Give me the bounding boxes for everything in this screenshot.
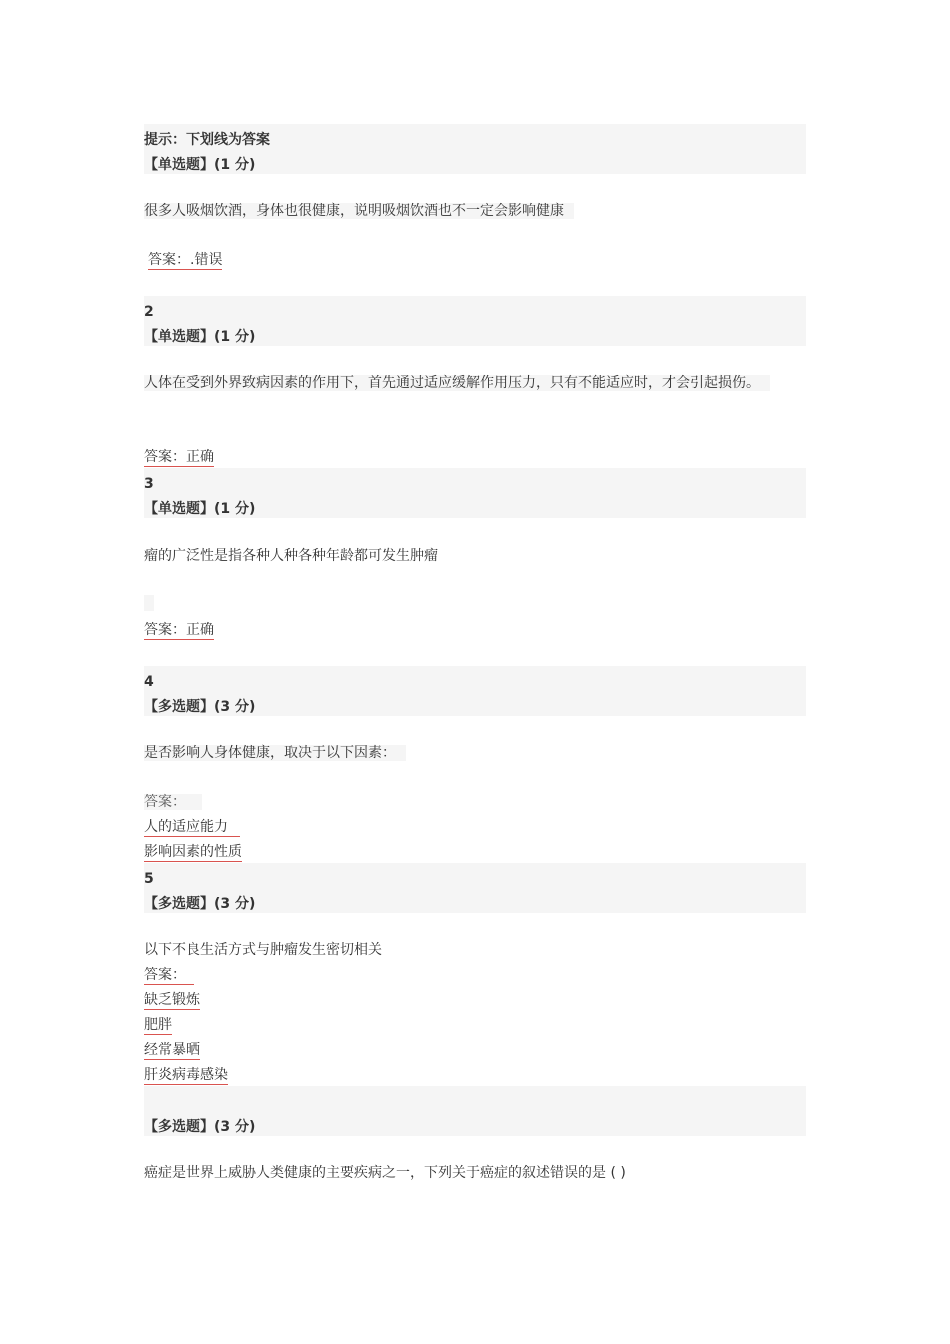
question-6-header [144, 1086, 806, 1136]
question-3-answer: 答案：正确 [144, 622, 214, 638]
question-5-header [144, 863, 806, 913]
question-3-text: 瘤的广泛性是指各种人种各种年龄都可发生肿瘤 [144, 548, 438, 564]
question-5-answer-2: 肥胖 [144, 1017, 172, 1033]
question-2-type: 【单选题】(1 分) [144, 329, 256, 345]
question-6-number [144, 1090, 806, 1115]
question-1-answer: 答案：.错误 [148, 252, 223, 268]
question-3-number: 3 [144, 476, 154, 492]
question-2-text: 人体在受到外界致病因素的作用下，首先通过适应缓解作用压力，只有不能适应时，才会引起损伤。 [144, 373, 770, 393]
question-2-answer: 答案：正确 [144, 449, 214, 465]
blank-placeholder [144, 595, 154, 611]
question-2-number: 2 [144, 304, 154, 320]
question-4-answer-label: 答案： [144, 792, 202, 812]
question-6-text: 癌症是世界上威胁人类健康的主要疾病之一，下列关于癌症的叙述错误的是 ( ) [144, 1165, 626, 1181]
question-4-type: 【多选题】(3 分) [144, 699, 256, 715]
question-1-type: 【单选题】(1 分) [144, 157, 256, 173]
question-4-answer-2: 影响因素的性质 [144, 844, 242, 860]
question-4-text: 是否影响人身体健康，取决于以下因素： [144, 743, 406, 763]
question-4-header [144, 666, 806, 716]
question-3-type: 【单选题】(1 分) [144, 501, 256, 517]
question-4-number: 4 [144, 674, 154, 690]
question-3-header [144, 468, 806, 518]
question-5-answer-4: 肝炎病毒感染 [144, 1067, 228, 1083]
question-6-type: 【多选题】(3 分) [144, 1119, 256, 1135]
question-5-type: 【多选题】(3 分) [144, 896, 256, 912]
question-5-answer-label: 答案： [144, 965, 194, 985]
question-5-answer-1: 缺乏锻炼 [144, 992, 200, 1008]
question-5-number: 5 [144, 871, 154, 887]
hint-text: 提示：下划线为答案 [144, 132, 270, 148]
question-1-text: 很多人吸烟饮酒，身体也很健康，说明吸烟饮酒也不一定会影响健康 [144, 201, 574, 221]
question-1-header [144, 124, 806, 174]
question-4-answer-1: 人的适应能力 [144, 817, 240, 837]
question-5-text: 以下不良生活方式与肿瘤发生密切相关 [144, 942, 382, 958]
question-2-header [144, 296, 806, 346]
question-5-answer-3: 经常暴晒 [144, 1042, 200, 1058]
